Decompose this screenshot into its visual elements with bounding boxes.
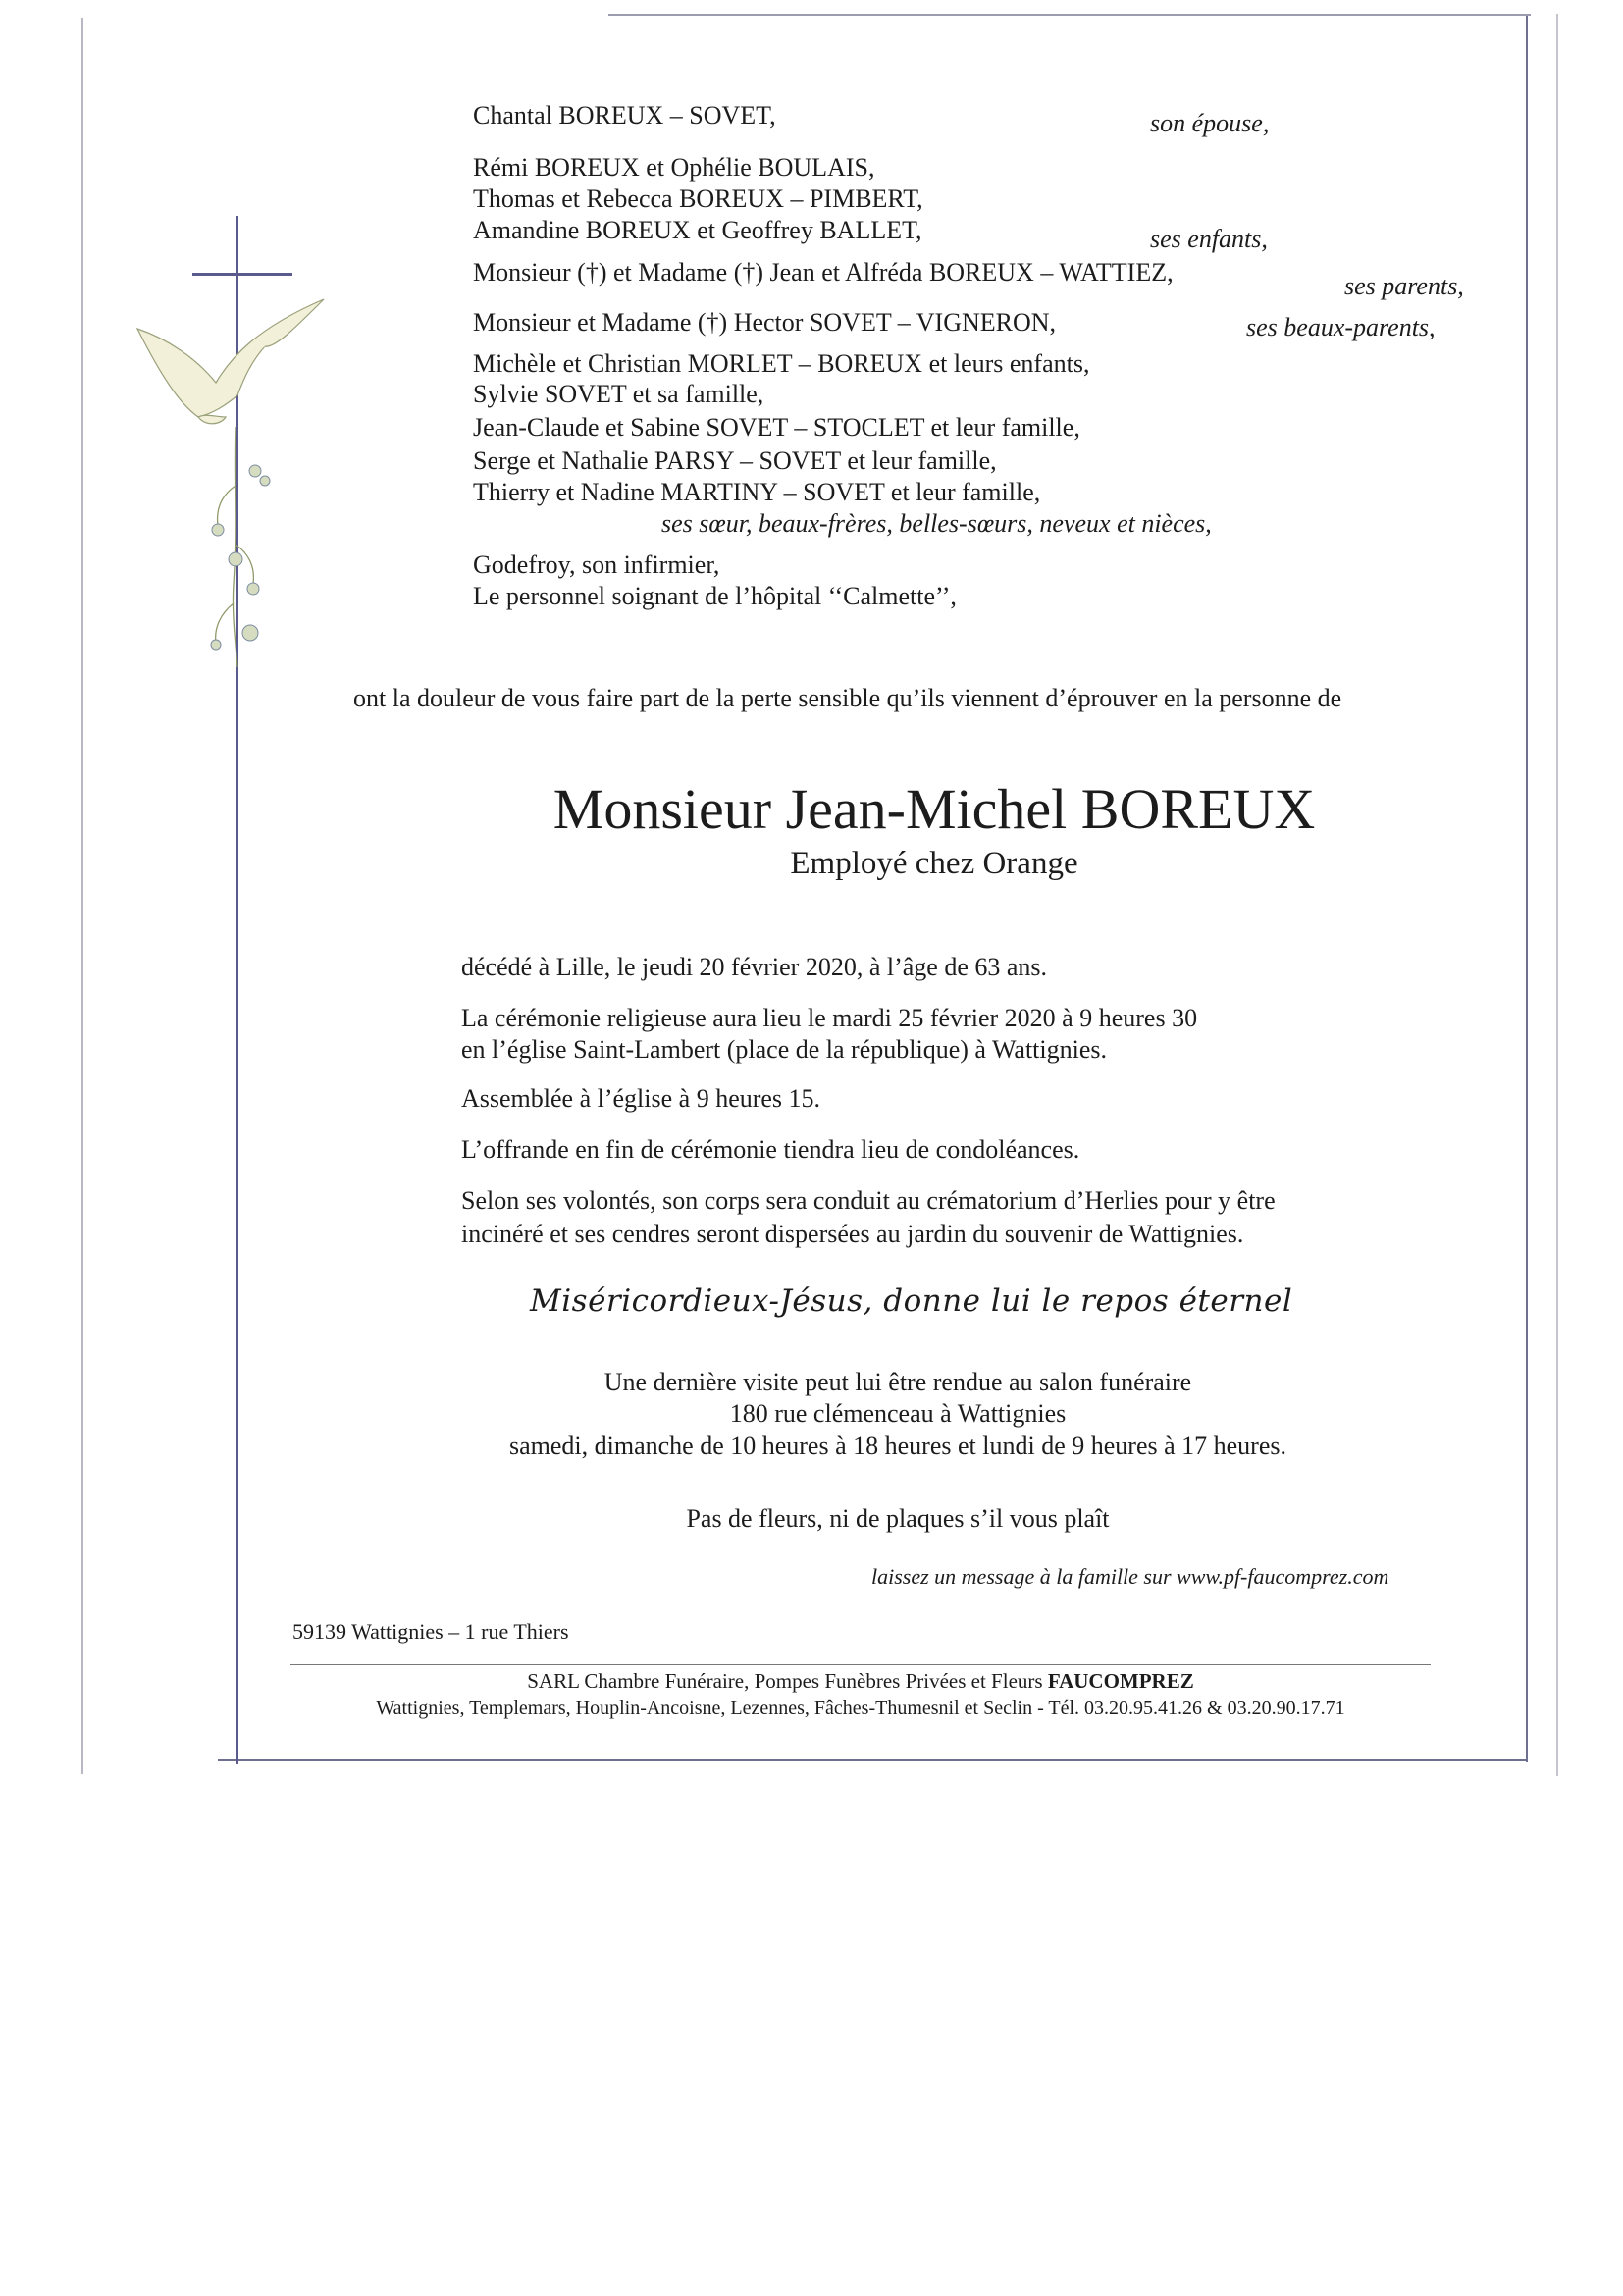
footer-divider — [290, 1664, 1431, 1665]
sibling-line: Serge et Nathalie PARSY – SOVET et leur famille, — [473, 446, 997, 475]
no-flowers-text: Pas de fleurs, ni de plaques s’il vous plaît — [686, 1504, 1110, 1533]
company-prefix: SARL Chambre Funéraire, Pompes Funèbres Privées et Fleurs — [527, 1669, 1048, 1693]
parents-in-law-name: Monsieur et Madame (†) Hector SOVET – VIGNERON, — [473, 308, 1057, 337]
visit-line: samedi, dimanche de 10 heures à 18 heures et lundi de 9 heures à 17 heures. — [508, 1432, 1286, 1460]
spouse-name: Chantal BOREUX – SOVET, — [473, 101, 776, 130]
company-towns: Wattignies, Templemars, Houplin-Ancoisne, Lezennes, Fâches-Thumesnil et Seclin - Tél. 03.20.95.41.26 & 03.20.90.17.71 — [376, 1697, 1345, 1719]
parents-name: Monsieur (†) et Madame (†) Jean et Alfréda BOREUX – WATTIEZ, — [473, 258, 1174, 287]
sibling-line: Thierry et Nadine MARTINY – SOVET et leur famille, — [473, 478, 1041, 506]
parents-in-law-role: ses beaux-parents, — [1246, 313, 1436, 341]
other-line: Le personnel soignant de l’hôpital ‘‘Calmette’’, — [473, 582, 957, 610]
wishes-line: Selon ses volontés, son corps sera conduit au crématorium d’Herlies pour y être — [461, 1186, 1276, 1215]
frame-right-line — [1526, 16, 1528, 1762]
other-line: Godefroy, son infirmier, — [473, 550, 720, 579]
ceremony-line: en l’église Saint-Lambert (place de la république) à Wattignies. — [461, 1035, 1108, 1064]
sibling-line: Jean-Claude et Sabine SOVET – STOCLET et leur famille, — [473, 413, 1080, 442]
deceased-occupation: Employé chez Orange — [790, 846, 1078, 881]
company-name: FAUCOMPREZ — [1047, 1669, 1194, 1693]
deceased-name: Monsieur Jean-Michel BOREUX — [552, 777, 1316, 841]
child-line: Amandine BOREUX et Geoffrey BALLET, — [473, 216, 922, 244]
cross-horizontal-bar — [192, 273, 292, 276]
wishes-line: incinéré et ses cendres seront dispersées au jardin du souvenir de Wattignies. — [461, 1220, 1244, 1248]
sibling-line: Michèle et Christian MORLET – BOREUX et leurs enfants, — [473, 349, 1090, 378]
dove-flowers-icon — [128, 289, 353, 672]
visit-line: Une dernière visite peut lui être rendue au salon funéraire — [603, 1368, 1192, 1396]
siblings-role: ses sœur, beaux-frères, belles-sœurs, neveux et nièces, — [661, 509, 1212, 538]
scan-edge-right — [1556, 14, 1558, 1776]
frame-bottom-line — [218, 1759, 1527, 1761]
message-text: laissez un message à la famille sur www.pf-faucomprez.com — [871, 1564, 1389, 1589]
address-text: 59139 Wattignies – 1 rue Thiers — [292, 1619, 569, 1644]
child-line: Rémi BOREUX et Ophélie BOULAIS, — [473, 153, 875, 182]
child-line: Thomas et Rebecca BOREUX – PIMBERT, — [473, 184, 923, 213]
assembly-text: Assemblée à l’église à 9 heures 15. — [461, 1084, 821, 1113]
sibling-line: Sylvie SOVET et sa famille, — [473, 380, 764, 408]
frame-top-line — [608, 14, 1531, 16]
prayer-text: Miséricordieux-Jésus, donne lui le repos éternel — [530, 1283, 1293, 1319]
offering-text: L’offrande en fin de cérémonie tiendra lieu de condoléances. — [461, 1135, 1080, 1164]
announcement-text: ont la douleur de vous faire part de la perte sensible qu’ils viennent d’éprouver en la personne de — [353, 684, 1342, 712]
ceremony-line: La cérémonie religieuse aura lieu le mardi 25 février 2020 à 9 heures 30 — [461, 1004, 1198, 1032]
children-role: ses enfants, — [1150, 225, 1268, 253]
company-line — [290, 1668, 1431, 1694]
parents-role: ses parents, — [1344, 272, 1464, 300]
spouse-role: son épouse, — [1150, 109, 1270, 137]
visit-line: 180 rue clémenceau à Wattignies — [729, 1399, 1067, 1428]
death-details: décédé à Lille, le jeudi 20 février 2020, à l’âge de 63 ans. — [461, 953, 1048, 981]
scan-edge-left — [81, 18, 83, 1774]
